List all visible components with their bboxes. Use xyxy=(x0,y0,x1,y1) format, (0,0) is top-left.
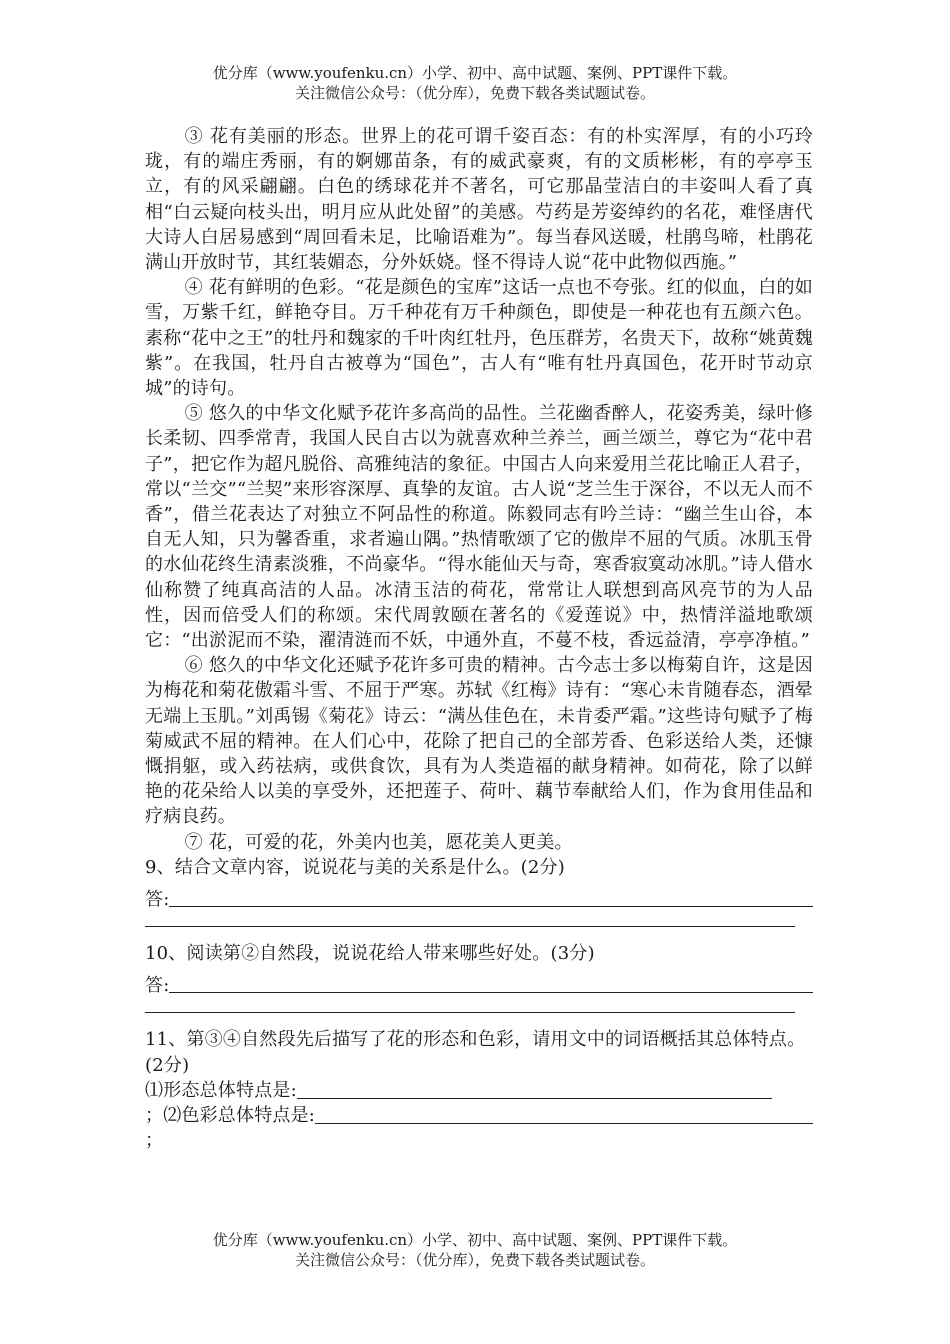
color-answer-line[interactable] xyxy=(315,1105,813,1124)
answer-11-color[interactable] xyxy=(145,1103,813,1128)
answer-line-extra[interactable] xyxy=(145,998,795,1013)
footer-line-1: 优分库（www.youfenku.cn）小学、初中、高中试题、案例、PPT课件下载。 xyxy=(212,1231,738,1249)
paragraph-7: ⑦ 花，可爱的花，外美内也美，愿花美人更美。 xyxy=(184,831,573,853)
question-9: 9、结合文章内容，说说花与美的关系是什么。(2分) xyxy=(145,856,565,878)
trailing-semicolon: ； xyxy=(145,1129,164,1151)
page-footer xyxy=(0,1230,950,1270)
answer-11-shape[interactable] xyxy=(145,1078,813,1103)
shape-label: ⑴形态总体特点是: xyxy=(145,1079,297,1101)
answer-label: 答: xyxy=(145,888,170,910)
page-header xyxy=(0,63,950,103)
header-line-2: 关注微信公众号：（优分库），免费下载各类试题试卷。 xyxy=(294,84,655,102)
color-label: ；⑵色彩总体特点是: xyxy=(145,1104,316,1126)
paragraph-4: ④ 花有鲜明的色彩。“花是颜色的宝库”这话一点也不夸张。红的似血，白的如雪，万紫千红，鲜艳夺目。万千种花有万千种颜色，即使是一种花也有五颜六色。素称“花中之王”的牡丹和魏家的千叶肉红牡丹，色压群芳，名贵天下，故称“姚黄魏紫”。在我国，牡丹自古被尊为“国色”，古人有“唯有牡丹真国色，花开时节动京城”的诗句。 xyxy=(145,277,813,400)
answer-line[interactable] xyxy=(169,974,813,993)
answer-line[interactable] xyxy=(169,888,813,907)
answer-10[interactable] xyxy=(145,966,813,998)
footer-line-2: 关注微信公众号：（优分库），免费下载各类试题试卷。 xyxy=(294,1251,655,1269)
answer-9[interactable] xyxy=(145,880,813,912)
answer-line-extra[interactable] xyxy=(145,912,795,927)
article-body xyxy=(145,124,813,1154)
answer-label: 答: xyxy=(145,975,170,997)
paragraph-5: ⑤ 悠久的中华文化赋予花许多高尚的品性。兰花幽香醉人，花姿秀美，绿叶修长柔韧、四季常青，我国人民自古以为就喜欢种兰养兰，画兰颂兰，尊它为“花中君子”，把它作为超凡脱俗、高雅纯洁的象征。中国古人向来爱用兰花比喻正人君子，常以“兰交”“兰契”来形容深厚、真挚的友谊。古人说“芝兰生于深谷，不以无人而不香”，借兰花表达了对独立不阿品性的称道。陈毅同志有吟兰诗：“幽兰生山谷，本自无人知，只为馨香重，求者遍山隅。”热情歌颂了它的傲岸不屈的气质。冰肌玉骨的水仙花终生清素淡雅，不尚豪华。“得水能仙天与奇，寒香寂寞动冰肌。”诗人借水仙称赞了纯真高洁的人品。冰清玉洁的荷花，常常让人联想到高风亮节的为人品性，因而倍受人们的称颂。宋代周敦颐在著名的《爱莲说》中，热情洋溢地歌颂它：“出淤泥而不染，濯清涟而不妖，中通外直，不蔓不枝，香远益清，亭亭净植。” xyxy=(145,403,813,652)
shape-answer-line[interactable] xyxy=(297,1080,772,1099)
question-10: 10、阅读第②自然段，说说花给人带来哪些好处。(3分) xyxy=(145,943,595,965)
header-line-1: 优分库（www.youfenku.cn）小学、初中、高中试题、案例、PPT课件下载。 xyxy=(212,64,738,82)
question-11: 11、第③④自然段先后描写了花的形态和色彩，请用文中的词语概括其总体特点。(2分) xyxy=(145,1029,806,1076)
paragraph-3: ③ 花有美丽的形态。世界上的花可谓千姿百态：有的朴实浑厚，有的小巧玲珑，有的端庄秀丽，有的婀娜苗条，有的威武豪爽，有的文质彬彬，有的亭亭玉立，有的风采翩翩。白色的绣球花并不著名，可它那晶莹洁白的丰姿叫人看了真相“白云疑向枝头出，明月应从此处留”的美感。芍药是芳姿绰约的名花，难怪唐代大诗人白居易感到“周回看未足，比喻语难为”。每当春风送暖，杜鹃鸟啼，杜鹃花满山开放时节，其红装媚态，分外妖娆。怪不得诗人说“花中此物似西施。” xyxy=(145,126,813,274)
paragraph-6: ⑥ 悠久的中华文化还赋予花许多可贵的精神。古今志士多以梅菊自许，这是因为梅花和菊花傲霜斗雪、不屈于严寒。苏轼《红梅》诗有：“寒心未肯随春态，酒晕无端上玉肌。”刘禹锡《菊花》诗云：“满丛佳色在，未肯委严霜。”这些诗句赋予了梅菊威武不屈的精神。在人们心中，花除了把自己的全部芳香、色彩送给人类，还慷慨捐躯，或入药祛病，或供食饮，具有为人类造福的献身精神。如荷花，除了以鲜艳的花朵给人以美的享受外，还把莲子、荷叶、藕节奉献给人们，作为食用佳品和疗病良药。 xyxy=(145,655,813,828)
